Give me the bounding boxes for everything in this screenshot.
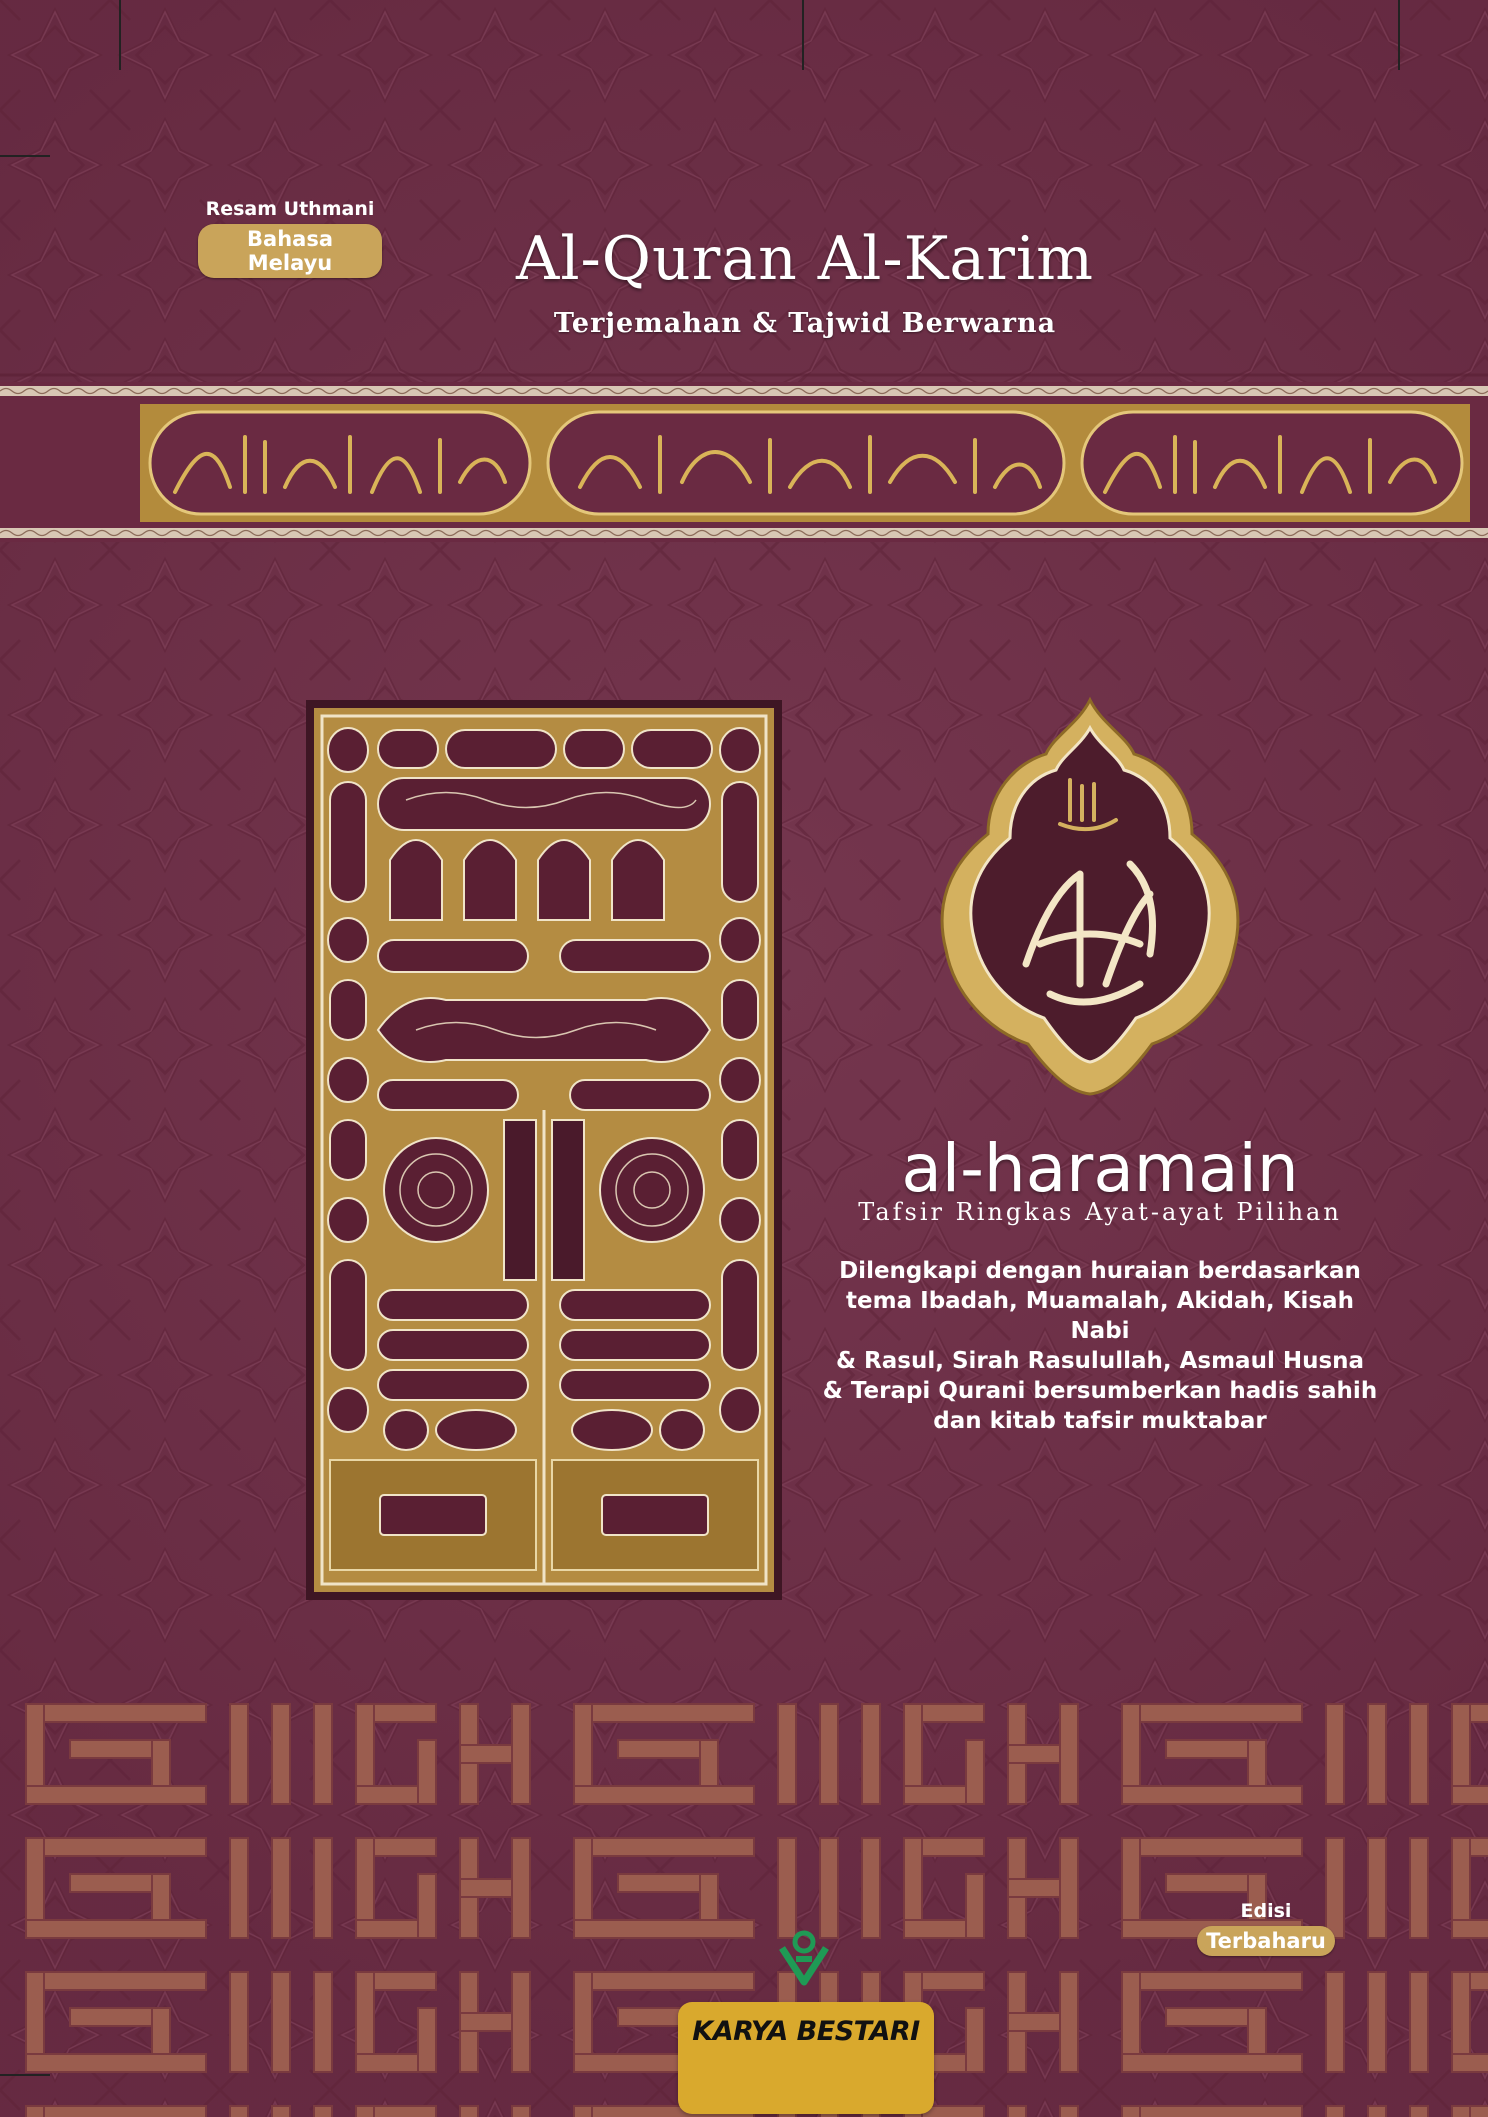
edition-label: Edisi — [1240, 1900, 1292, 1922]
edition-badge: Terbaharu — [1197, 1926, 1335, 1956]
karya-bestari-logo-icon — [776, 1928, 832, 1988]
crop-mark — [802, 0, 804, 70]
description — [820, 1256, 1380, 1436]
language-badge: Bahasa Melayu — [198, 224, 382, 278]
book-title: Al-Quran Al-Karim — [516, 224, 1094, 294]
publisher-name: KARYA BESTARI — [692, 2016, 920, 2047]
crop-mark — [119, 0, 121, 70]
publisher-badge — [678, 2002, 934, 2114]
crop-mark — [1398, 0, 1400, 70]
crop-mark — [0, 155, 50, 157]
book-subtitle: Terjemahan & Tajwid Berwarna — [553, 308, 1057, 339]
description-line: & Rasul, Sirah Rasulullah, Asmaul Husna — [835, 1348, 1365, 1374]
calligraphy-band — [0, 382, 1488, 542]
script-language-tag — [198, 198, 382, 278]
script-label: Resam Uthmani — [205, 198, 375, 220]
description-line: & Terapi Qurani bersumberkan hadis sahih — [822, 1378, 1378, 1404]
description-line: Dilengkapi dengan huraian berdasarkan — [839, 1258, 1361, 1284]
series-name: al-haramain — [901, 1130, 1299, 1207]
description-line: tema Ibadah, Muamalah, Akidah, Kisah Nabi — [846, 1288, 1354, 1344]
quran-calligraphy-emblem-icon — [930, 694, 1250, 1098]
description-line: dan kitab tafsir muktabar — [933, 1408, 1267, 1434]
edition-tag — [1186, 1900, 1346, 1956]
kaaba-door-illustration — [306, 700, 782, 1600]
series-subtitle: Tafsir Ringkas Ayat-ayat Pilihan — [858, 1198, 1342, 1226]
